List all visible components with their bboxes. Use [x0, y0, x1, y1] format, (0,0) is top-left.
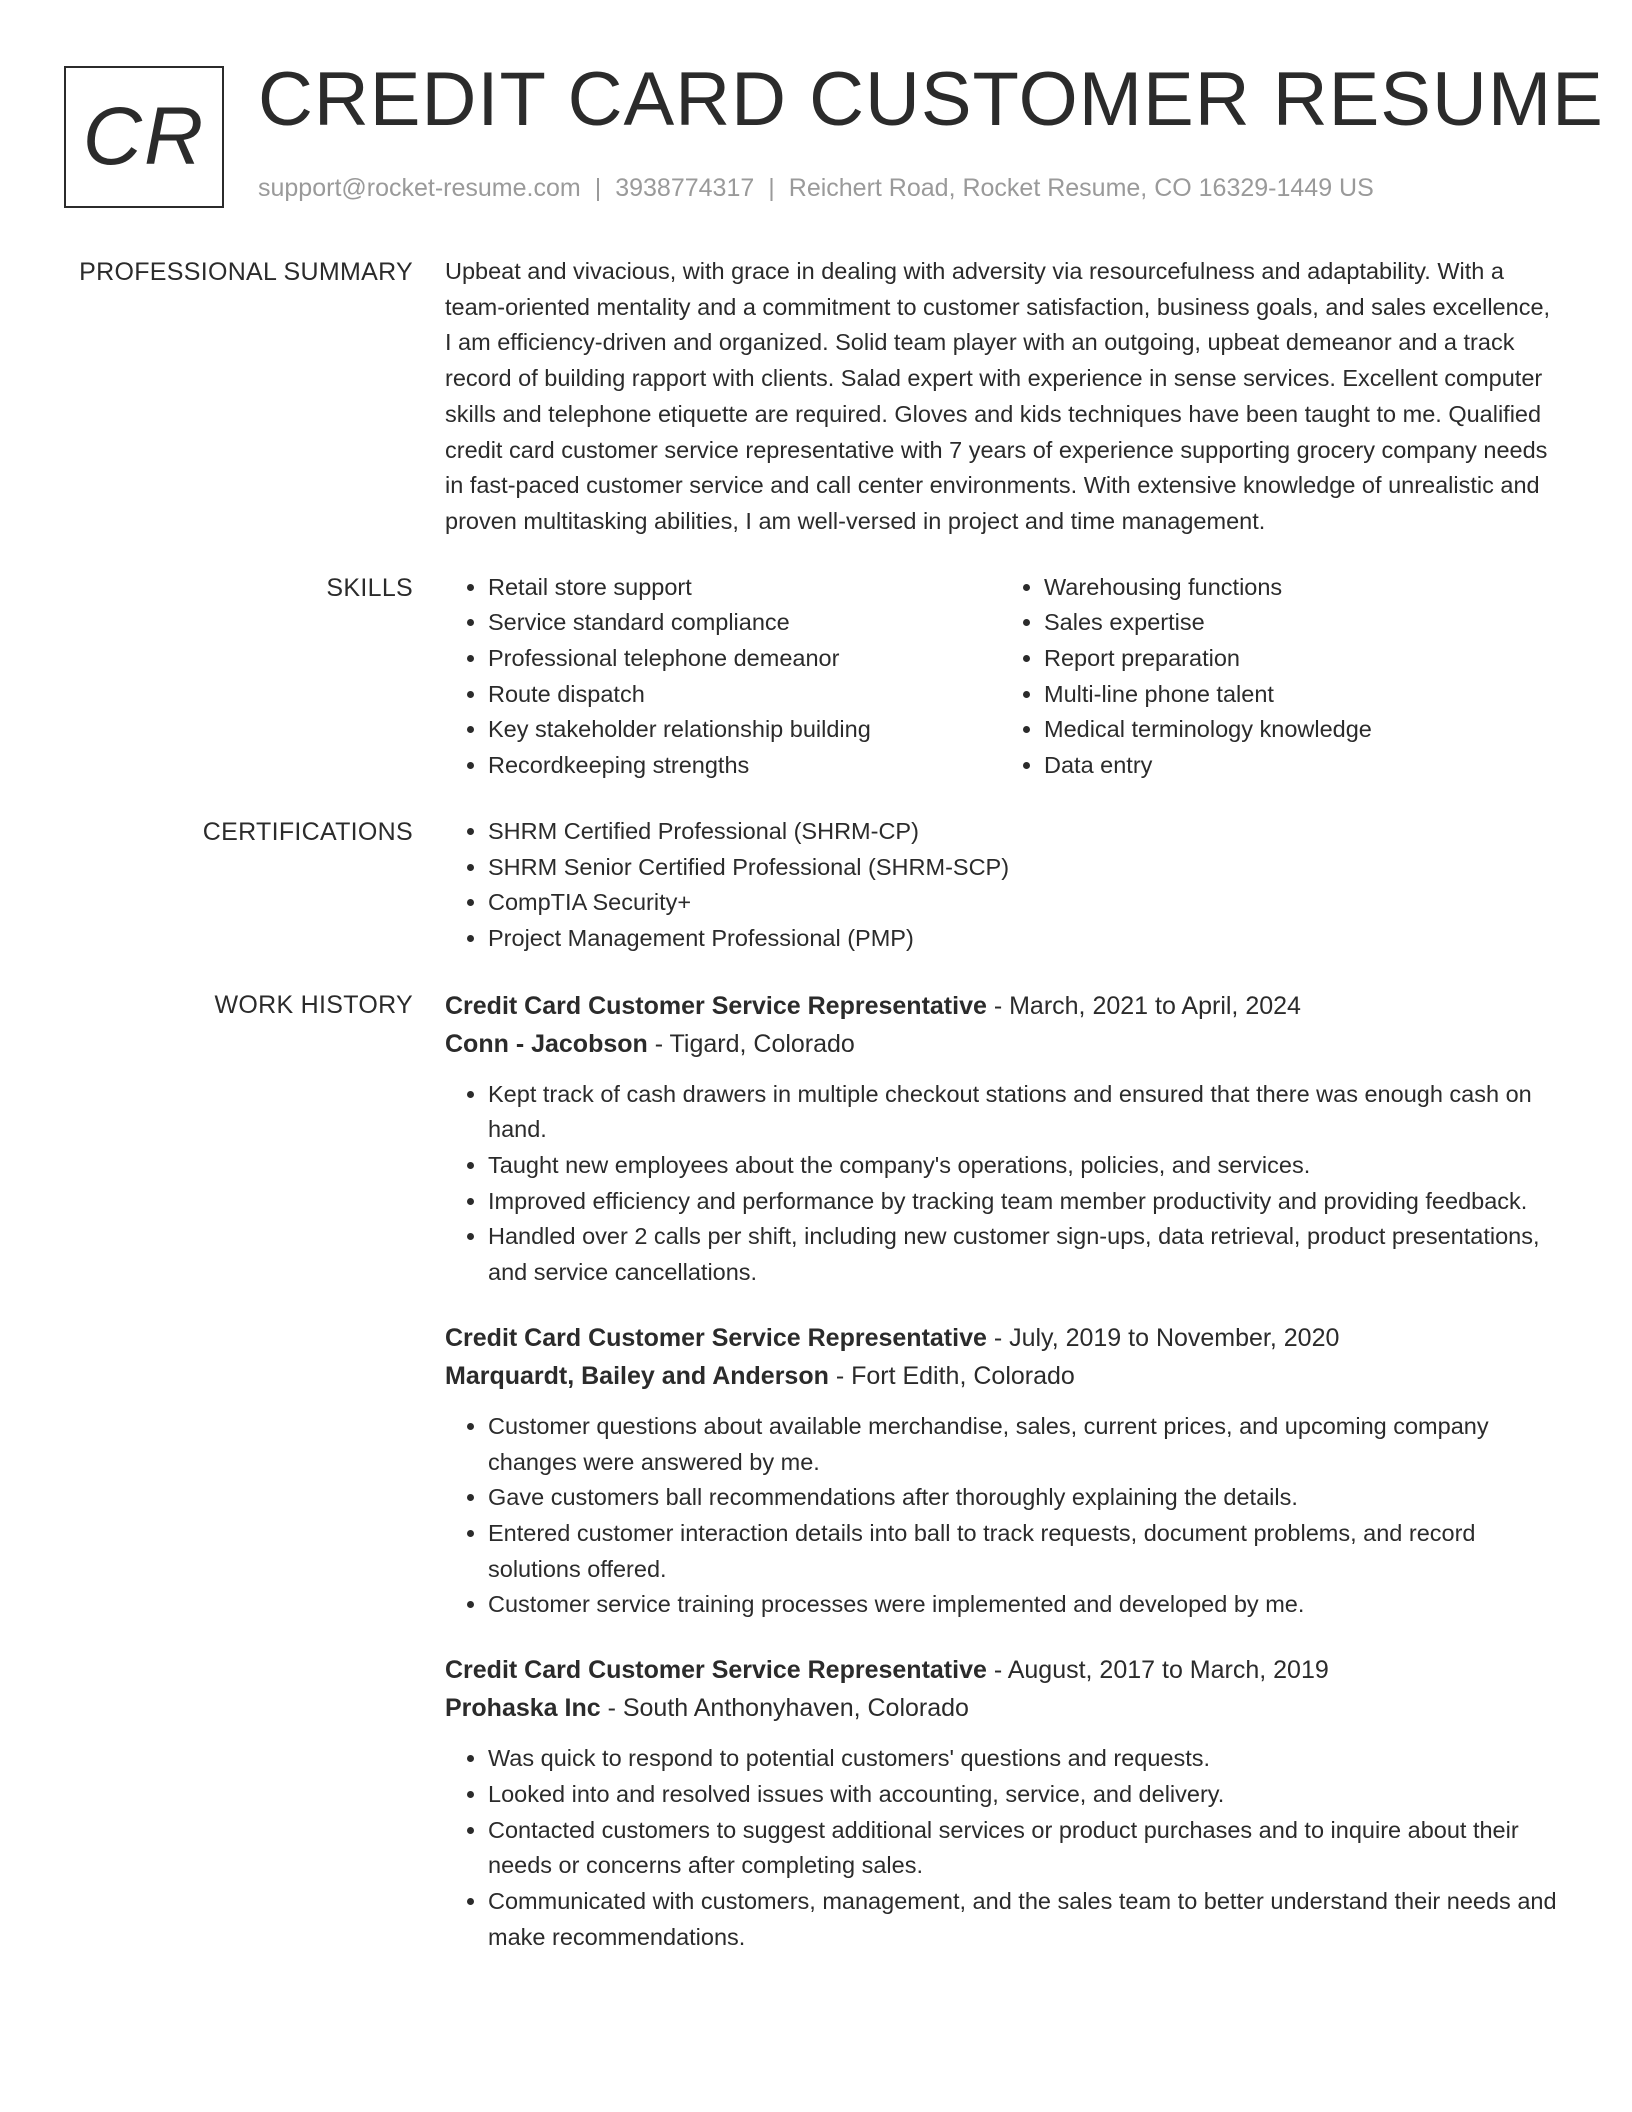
- job-duty: • Customer service training processes were implemented and developed by me.: [488, 1587, 1557, 1623]
- skills-list-left: [445, 570, 1001, 784]
- job-duty: • Looked into and resolved issues with accounting, service, and delivery.: [488, 1777, 1557, 1813]
- skill-item: • Retail store support: [488, 570, 1001, 606]
- job-company: Prohaska Inc: [445, 1694, 601, 1723]
- job-company: Conn - Jacobson: [445, 1029, 648, 1058]
- contact-separator: |: [768, 174, 775, 202]
- job-company-line: [445, 1689, 1557, 1727]
- job-entry: [445, 987, 1557, 1291]
- monogram-badge: [64, 66, 224, 208]
- skill-item: • Key stakeholder relationship building: [488, 712, 1001, 748]
- job-duties: [445, 1409, 1557, 1623]
- skill-item: • Route dispatch: [488, 677, 1001, 713]
- job-duties: [445, 1741, 1557, 1955]
- resume-body: [0, 254, 1632, 2013]
- job-location: - Fort Edith, Colorado: [828, 1361, 1075, 1390]
- certification-item: • Project Management Professional (PMP): [488, 921, 1557, 957]
- certification-item: • SHRM Senior Certified Professional (SHRM-SCP): [488, 850, 1557, 886]
- contact-phone[interactable]: 3938774317: [615, 174, 755, 202]
- certifications-section: [0, 814, 1632, 957]
- job-company: Marquardt, Bailey and Anderson: [445, 1361, 829, 1390]
- job-duty: • Was quick to respond to potential customers' questions and requests.: [488, 1741, 1557, 1777]
- job-duty: • Improved efficiency and performance by tracking team member productivity and providing feedback.: [488, 1184, 1557, 1220]
- job-duty: • Handled over 2 calls per shift, including new customer sign-ups, data retrieval, product presentations, and service cancellations.: [488, 1219, 1557, 1290]
- skill-item: • Multi-line phone talent: [1044, 677, 1557, 713]
- skill-item: • Professional telephone demeanor: [488, 641, 1001, 677]
- summary-section: [0, 254, 1632, 540]
- job-duty: • Taught new employees about the company's operations, policies, and services.: [488, 1148, 1557, 1184]
- job-title: Credit Card Customer Service Representative: [445, 991, 987, 1020]
- job-duty: • Kept track of cash drawers in multiple checkout stations and ensured that there was enough cash on hand.: [488, 1077, 1557, 1148]
- skill-item: • Report preparation: [1044, 641, 1557, 677]
- contact-email[interactable]: support@rocket-resume.com: [258, 174, 581, 202]
- contact-line: [258, 174, 1374, 203]
- job-duties: [445, 1077, 1557, 1291]
- job-location: - Tigard, Colorado: [647, 1029, 855, 1058]
- work-history-section: [0, 987, 1632, 1984]
- resume-title: CREDIT CARD CUSTOMER RESUME: [258, 57, 1604, 142]
- job-entry: [445, 1319, 1557, 1623]
- job-duty: • Communicated with customers, management, and the sales team to better understand their needs and make recommendations.: [488, 1884, 1557, 1955]
- job-dates: - August, 2017 to March, 2019: [986, 1656, 1329, 1685]
- skills-list-right: [1001, 570, 1557, 784]
- certifications-list: [445, 814, 1557, 957]
- job-title: Credit Card Customer Service Representative: [445, 1323, 987, 1352]
- skills-section: [0, 570, 1632, 784]
- job-dates: - March, 2021 to April, 2024: [986, 991, 1301, 1020]
- job-company-line: [445, 1357, 1557, 1395]
- job-entry: [445, 1651, 1557, 1955]
- certification-item: • SHRM Certified Professional (SHRM-CP): [488, 814, 1557, 850]
- job-duty: • Gave customers ball recommendations after thoroughly explaining the details.: [488, 1480, 1557, 1516]
- certifications-heading: CERTIFICATIONS: [202, 817, 413, 846]
- work-history-heading: WORK HISTORY: [214, 990, 413, 1019]
- job-duty: • Contacted customers to suggest additional services or product purchases and to inquire about their needs or concerns after completing sales.: [488, 1813, 1557, 1884]
- summary-text: Upbeat and vivacious, with grace in dealing with adversity via resourcefulness and adaptability. With a team-oriented mentality and a commitment to customer satisfaction, business goals, and sales excellence, I am efficiency-driven and organized. Solid team player with an outgoing, upbeat demeanor and a track record of building rapport with clients. Salad expert with experience in sense services. Excellent computer skills and telephone etiquette are required. Gloves and kids techniques have been taught to me. Qualified credit card customer service representative with 7 years of experience supporting grocery company needs in fast-paced customer service and call center environments. With extensive knowledge of unrealistic and proven multitasking abilities, I am well-versed in project and time management.: [445, 258, 1551, 534]
- skills-heading: SKILLS: [326, 573, 413, 602]
- monogram-initials: CR: [82, 91, 206, 182]
- job-title: Credit Card Customer Service Representative: [445, 1656, 987, 1685]
- job-duty: • Entered customer interaction details into ball to track requests, document problems, and record solutions offered.: [488, 1516, 1557, 1587]
- job-title-line: [445, 1651, 1557, 1689]
- contact-address: Reichert Road, Rocket Resume, CO 16329-1449 US: [788, 174, 1374, 202]
- job-dates: - July, 2019 to November, 2020: [986, 1323, 1340, 1352]
- skill-item: • Service standard compliance: [488, 605, 1001, 641]
- job-title-line: [445, 1319, 1557, 1357]
- job-location: - South Anthonyhaven, Colorado: [600, 1694, 969, 1723]
- job-duty: • Customer questions about available merchandise, sales, current prices, and upcoming company changes were answered by me.: [488, 1409, 1557, 1480]
- skill-item: • Medical terminology knowledge: [1044, 712, 1557, 748]
- job-company-line: [445, 1025, 1557, 1063]
- skill-item: • Data entry: [1044, 748, 1557, 784]
- contact-separator: |: [594, 174, 602, 202]
- skill-item: • Warehousing functions: [1044, 570, 1557, 606]
- job-title-line: [445, 987, 1557, 1025]
- skill-item: • Sales expertise: [1044, 605, 1557, 641]
- skill-item: • Recordkeeping strengths: [488, 748, 1001, 784]
- certification-item: • CompTIA Security+: [488, 885, 1557, 921]
- summary-heading: PROFESSIONAL SUMMARY: [79, 258, 413, 286]
